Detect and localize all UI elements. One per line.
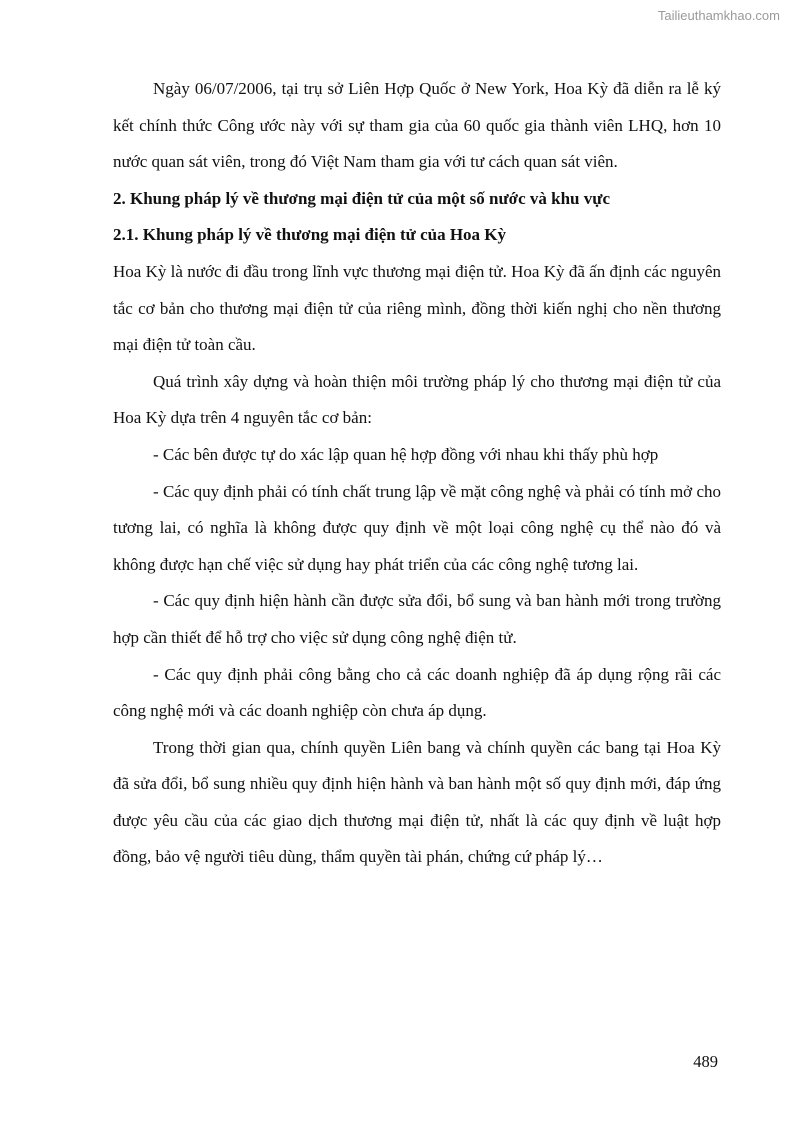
paragraph-usa-pioneer: Hoa Kỳ là nước đi đầu trong lĩnh vực thương mại điện tử. Hoa Kỳ đã ấn định các nguyên tắc cơ bản cho thương mại điện tử của riêng mình, đồng thời kiến nghị cho nền thương mại điện tử toàn cầu.: [113, 261, 721, 355]
heading-section-2-1: 2.1. Khung pháp lý về thương mại điện tử của Hoa Kỳ: [113, 225, 507, 245]
paragraph-federal-state-amendments: Trong thời gian qua, chính quyền Liên bang và chính quyền các bang tại Hoa Kỳ đã sửa đổi, bổ sung nhiều quy định hiện hành và ban hành một số quy định mới, đáp ứng được yêu cầu của các giao dịch thương mại điện tử, nhất là các quy định về luật hợp đồng, bảo vệ người tiêu dùng, thẩm quyền tài phán, chứng cứ pháp lý…: [113, 737, 721, 867]
document-content: [113, 71, 721, 876]
page-number: 489: [693, 1052, 718, 1071]
bullet-principle-4: - Các quy định phải công bằng cho cả các doanh nghiệp đã áp dụng rộng rãi các công nghệ mới và các doanh nghiệp còn chưa áp dụng.: [113, 664, 721, 721]
heading-section-2: 2. Khung pháp lý về thương mại điện tử của một số nước và khu vực: [113, 188, 610, 208]
paragraph-four-principles-intro: Quá trình xây dựng và hoàn thiện môi trường pháp lý cho thương mại điện tử của Hoa Kỳ dựa trên 4 nguyên tắc cơ bản:: [113, 371, 721, 428]
bullet-principle-3: - Các quy định hiện hành cần được sửa đổi, bổ sung và ban hành mới trong trường hợp cần thiết để hỗ trợ cho việc sử dụng công nghệ điện tử.: [113, 591, 721, 647]
bullet-principle-2: - Các quy định phải có tính chất trung lập về mặt công nghệ và phải có tính mở cho tương lai, có nghĩa là không được quy định về một loại công nghệ cụ thể nào đó và không được hạn chế việc sử dụng hay phát triển của các công nghệ tương lai.: [113, 481, 721, 574]
watermark-site-label: Tailieuthamkhao.com: [657, 8, 780, 23]
bullet-principle-1: - Các bên được tự do xác lập quan hệ hợp đồng với nhau khi thấy phù hợp: [153, 444, 659, 464]
paragraph-un-convention-signing: Ngày 06/07/2006, tại trụ sở Liên Hợp Quốc ở New York, Hoa Kỳ đã diễn ra lễ ký kết chính thức Công ước này với sự tham gia của 60 quốc gia thành viên LHQ, hơn 10 nước quan sát viên, trong đó Việt Nam tham gia với tư cách quan sát viên.: [113, 79, 721, 172]
